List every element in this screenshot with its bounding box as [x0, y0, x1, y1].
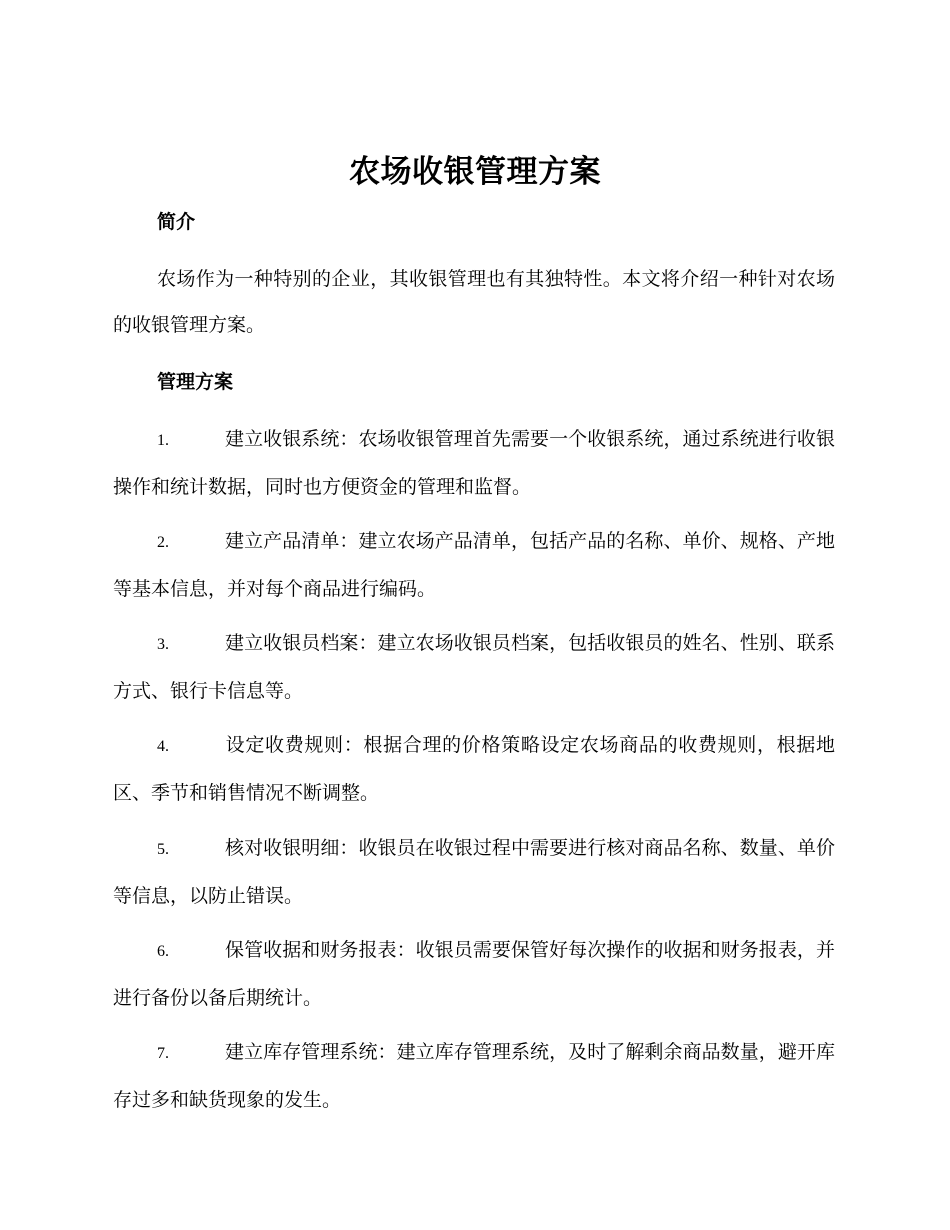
list-item-number: 2. [157, 534, 169, 551]
list-item-text: 建立收银员档案：建立农场收银员档案，包括收银员的姓名、性别、联系方式、银行卡信息等。 [113, 632, 835, 702]
list-item-text: 核对收银明细：收银员在收银过程中需要进行核对商品名称、数量、单价等信息，以防止错误。 [113, 837, 835, 907]
document-title: 农场收银管理方案 [349, 154, 601, 190]
list-item [113, 620, 835, 714]
list-item [113, 416, 835, 510]
plan-heading: 管理方案 [157, 371, 234, 393]
list-item-number: 1. [157, 432, 169, 449]
list-item-text: 保管收据和财务报表：收银员需要保管好每次操作的收据和财务报表，并进行备份以备后期统计。 [113, 939, 835, 1009]
list-item [113, 722, 835, 816]
list-item [113, 927, 835, 1021]
intro-paragraph: 农场作为一种特别的企业，其收银管理也有其独特性。本文将介绍一种针对农场的收银管理方案。 [113, 268, 835, 336]
list-item-number: 3. [157, 636, 169, 653]
list-item [113, 825, 835, 919]
list-item-number: 5. [157, 841, 169, 858]
intro-heading: 简介 [157, 211, 196, 233]
list-item-number: 4. [157, 738, 169, 755]
list-item-text: 设定收费规则：根据合理的价格策略设定农场商品的收费规则，根据地区、季节和销售情况不断调整。 [113, 734, 835, 804]
list-item-number: 7. [157, 1045, 169, 1062]
list-item [113, 518, 835, 612]
list-item-text: 建立收银系统：农场收银管理首先需要一个收银系统，通过系统进行收银操作和统计数据，同时也方便资金的管理和监督。 [113, 428, 835, 498]
list-item-text: 建立库存管理系统：建立库存管理系统，及时了解剩余商品数量，避开库存过多和缺货现象的发生。 [113, 1041, 835, 1111]
list-item-number: 6. [157, 943, 169, 960]
list-item-text: 建立产品清单：建立农场产品清单，包括产品的名称、单价、规格、产地等基本信息，并对每个商品进行编码。 [113, 530, 835, 600]
list-item [113, 1029, 835, 1123]
